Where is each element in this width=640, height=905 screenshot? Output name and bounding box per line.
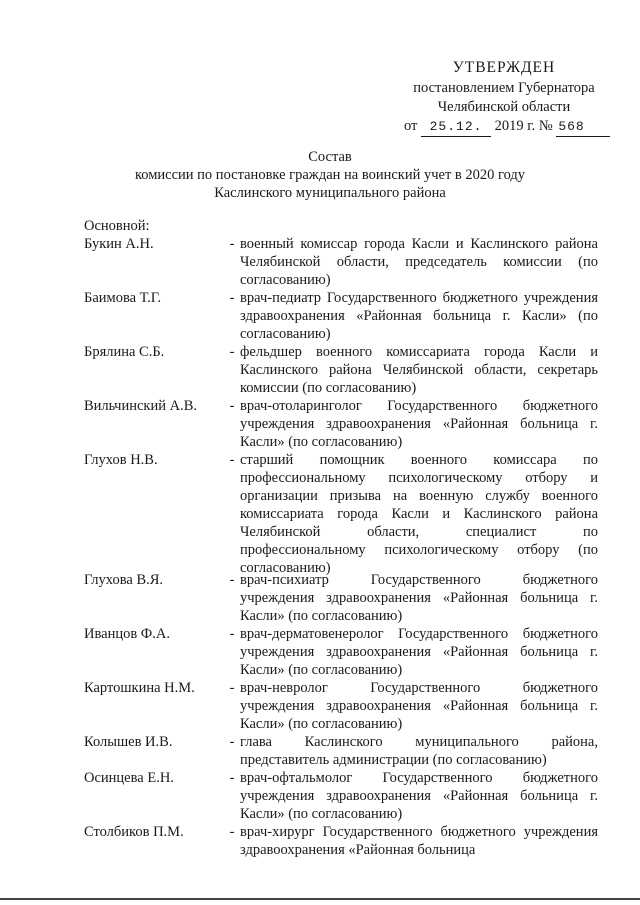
member-dash: - (229, 290, 235, 306)
member-name: Столбиков П.М. (84, 824, 184, 840)
member-row (84, 733, 604, 769)
approval-line-2: Челябинской области (437, 99, 571, 115)
approval-stamp (404, 58, 604, 137)
member-row (84, 397, 604, 451)
member-name: Брялина С.Б. (84, 344, 165, 360)
member-role: врач-отоларинголог Государственного бюджетного учреждения здравоохранения «Районная больница г. Касли» (по согласованию) (240, 398, 598, 450)
member-dash: - (229, 734, 235, 750)
member-role: врач-невролог Государственного бюджетного учреждения здравоохранения «Районная больница г. Касли» (по согласованию) (240, 680, 598, 732)
member-dash: - (229, 572, 235, 588)
member-row (84, 343, 604, 397)
member-name: Баимова Т.Г. (84, 290, 162, 306)
approval-heading: УТВЕРЖДЕН (452, 59, 556, 76)
member-role: врач-дерматовенеролог Государственного бюджетного учреждения здравоохранения «Районная больница г. Касли» (по согласованию) (240, 626, 598, 678)
member-role: врач-офтальмолог Государственного бюджетного учреждения здравоохранения «Районная больница г. Касли» (по согласованию) (240, 770, 598, 822)
member-dash: - (229, 452, 235, 468)
member-name: Картошкина Н.М. (84, 680, 195, 696)
member-role: врач-психиатр Государственного бюджетного учреждения здравоохранения «Районная больница г. Касли» (по согласованию) (240, 572, 598, 624)
member-dash: - (229, 626, 235, 642)
member-role: врач-хирург Государственного бюджетного учреждения здравоохранения «Районная больница (240, 824, 598, 858)
member-name: Букин А.Н. (84, 236, 154, 252)
member-row (84, 571, 604, 625)
member-row (84, 451, 604, 576)
member-role: военный комиссар города Касли и Каслинского района Челябинской области, председатель комиссии (по согласованию) (240, 236, 598, 288)
member-row (84, 823, 604, 859)
title-line-2: комиссии по постановке граждан на воинский учет в 2020 году (134, 167, 526, 183)
member-name: Иванцов Ф.А. (84, 626, 170, 642)
member-dash: - (229, 824, 235, 840)
member-name: Вильчинский А.В. (84, 398, 198, 414)
member-dash: - (229, 236, 235, 252)
member-row (84, 769, 604, 823)
member-name: Глухов Н.В. (84, 452, 158, 468)
title-line-3: Каслинского муниципального района (214, 185, 446, 201)
member-row (84, 625, 604, 679)
member-list (84, 217, 604, 859)
approval-number: 568 (556, 117, 610, 137)
member-name: Глухова В.Я. (84, 572, 164, 588)
page-edge-divider (0, 898, 640, 900)
member-role: старший помощник военного комиссара по профессиональному психологическому отбору и организации призыва на военную службу военного комиссариата города Касли и Каслинского района Челябинской области, специалист по профессиональному психологическому отбору (по согласованию) (240, 452, 598, 576)
member-dash: - (229, 680, 235, 696)
member-dash: - (229, 770, 235, 786)
title-line-1: Состав (308, 149, 352, 165)
section-label: Основной: (84, 218, 150, 234)
document-title (110, 148, 550, 202)
approval-year: 2019 г. № (494, 118, 553, 134)
member-row (84, 679, 604, 733)
member-role: фельдшер военного комиссариата города Касли и Каслинского района Челябинской области, секретарь комиссии (по согласованию) (240, 344, 598, 396)
member-role: врач-педиатр Государственного бюджетного учреждения здравоохранения «Районная больница г. Касли» (по согласованию) (240, 290, 598, 342)
member-dash: - (229, 344, 235, 360)
member-dash: - (229, 398, 235, 414)
member-name: Осинцева Е.Н. (84, 770, 174, 786)
member-role: глава Каслинского муниципального района, представитель администрации (по согласованию) (240, 734, 598, 768)
approval-date: 25.12. (421, 117, 491, 137)
member-name: Колышев И.В. (84, 734, 173, 750)
approval-date-line (404, 117, 604, 137)
approval-prefix: от (404, 118, 418, 134)
member-row (84, 289, 604, 343)
approval-line-1: постановлением Губернатора (413, 80, 595, 96)
member-row (84, 235, 604, 289)
